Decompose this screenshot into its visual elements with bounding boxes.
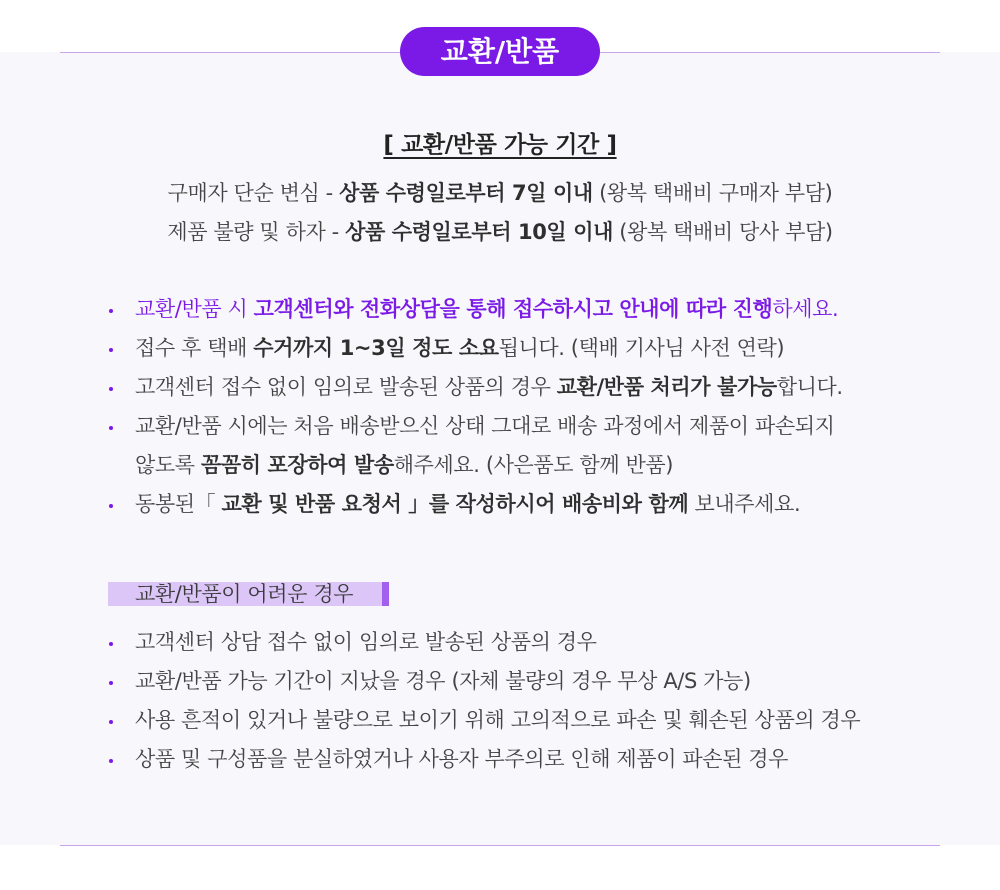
- notice-item: [100, 368, 960, 407]
- bullet-dot: [109, 720, 113, 724]
- bullet-dot: [109, 504, 113, 508]
- period-line-text: (왕복 택배비 당사 부담): [613, 220, 833, 244]
- restrictions-heading-text: 교환/반품이 어려운 경우: [135, 582, 354, 606]
- notice-text: 됩니다. (택배 기사님 사전 연락): [498, 336, 785, 360]
- notice-emphasis: 고객센터와 전화상담을 통해 접수하시고 안내에 따라 진행: [253, 297, 773, 321]
- period-line-text: 구매자 단순 변심 -: [167, 181, 340, 205]
- notice-emphasis: 수거까지 1~3일 정도 소요: [253, 336, 499, 360]
- notice-text: 해주세요. (사은품도 함께 반품): [393, 453, 674, 477]
- bullet-dot: [109, 387, 113, 391]
- heading-accent-bar: [382, 582, 389, 606]
- period-line-text: 제품 불량 및 하자 -: [167, 220, 346, 244]
- notice-text: 교환/반품 시에는 처음 배송받으신 상태 그대로 배송 과정에서 제품이 파손되지: [135, 414, 835, 438]
- bottom-divider: [60, 845, 940, 846]
- notice-text: 합니다.: [776, 375, 843, 399]
- notice-line: [135, 329, 960, 368]
- notice-text: 접수 후 택배: [135, 336, 254, 360]
- notice-emphasis: 교환/반품 처리가 불가능: [556, 375, 777, 399]
- notice-item: [100, 485, 960, 524]
- notice-line: [135, 368, 960, 407]
- restriction-text: 사용 흔적이 있거나 불량으로 보이기 위해 고의적으로 파손 및 훼손된 상품의 경우: [135, 708, 861, 732]
- period-line-emphasis: 상품 수령일로부터 7일 이내: [339, 181, 593, 205]
- period-line-change-of-mind: [0, 174, 1000, 213]
- restriction-item: [100, 740, 960, 779]
- notice-text: 고객센터 접수 없이 임의로 발송된 상품의 경우: [135, 375, 557, 399]
- notice-text: 교환/반품 시: [135, 297, 254, 321]
- notice-emphasis: 교환 및 반품 요청서 」를 작성하시어 배송비와 함께: [221, 492, 689, 516]
- return-period-title: [0, 127, 1000, 163]
- notice-line: [135, 485, 960, 524]
- bullet-dot: [109, 681, 113, 685]
- notice-text: 않도록: [135, 453, 201, 477]
- restriction-text: 교환/반품 가능 기간이 지났을 경우 (자체 불량의 경우 무상 A/S 가능): [135, 669, 751, 693]
- notice-item: [100, 329, 960, 368]
- bullet-dot: [109, 426, 113, 430]
- notice-item: [100, 407, 960, 485]
- restriction-text: 상품 및 구성품을 분실하였거나 사용자 부주의로 인해 제품이 파손된 경우: [135, 747, 789, 771]
- period-line-emphasis: 상품 수령일로부터 10일 이내: [345, 220, 613, 244]
- notice-text: 하세요.: [772, 297, 839, 321]
- notice-item: [100, 290, 960, 329]
- bullet-dot: [109, 759, 113, 763]
- period-line-text: (왕복 택배비 구매자 부담): [592, 181, 833, 205]
- restrictions-heading: [108, 582, 389, 606]
- return-period-lines: [0, 174, 1000, 252]
- restriction-item: [100, 701, 960, 740]
- notice-text: 동봉된「: [135, 492, 222, 516]
- bullet-dot: [109, 348, 113, 352]
- restriction-text: 고객센터 상담 접수 없이 임의로 발송된 상품의 경우: [135, 630, 597, 654]
- notice-line: [135, 290, 960, 329]
- restriction-item: [100, 623, 960, 662]
- section-badge: 교환/반품: [400, 27, 600, 76]
- bullet-dot: [109, 309, 113, 313]
- notice-line: [135, 446, 960, 485]
- notice-emphasis: 꼼꼼히 포장하여 발송: [200, 453, 394, 477]
- restriction-item: [100, 662, 960, 701]
- period-line-defect: [0, 213, 1000, 252]
- bullet-dot: [109, 642, 113, 646]
- notice-line: [135, 407, 960, 446]
- notice-list: [100, 290, 960, 524]
- restriction-list: [100, 623, 960, 779]
- notice-text: 보내주세요.: [688, 492, 801, 516]
- return-period-title-text: [ 교환/반품 가능 기간 ]: [383, 132, 617, 158]
